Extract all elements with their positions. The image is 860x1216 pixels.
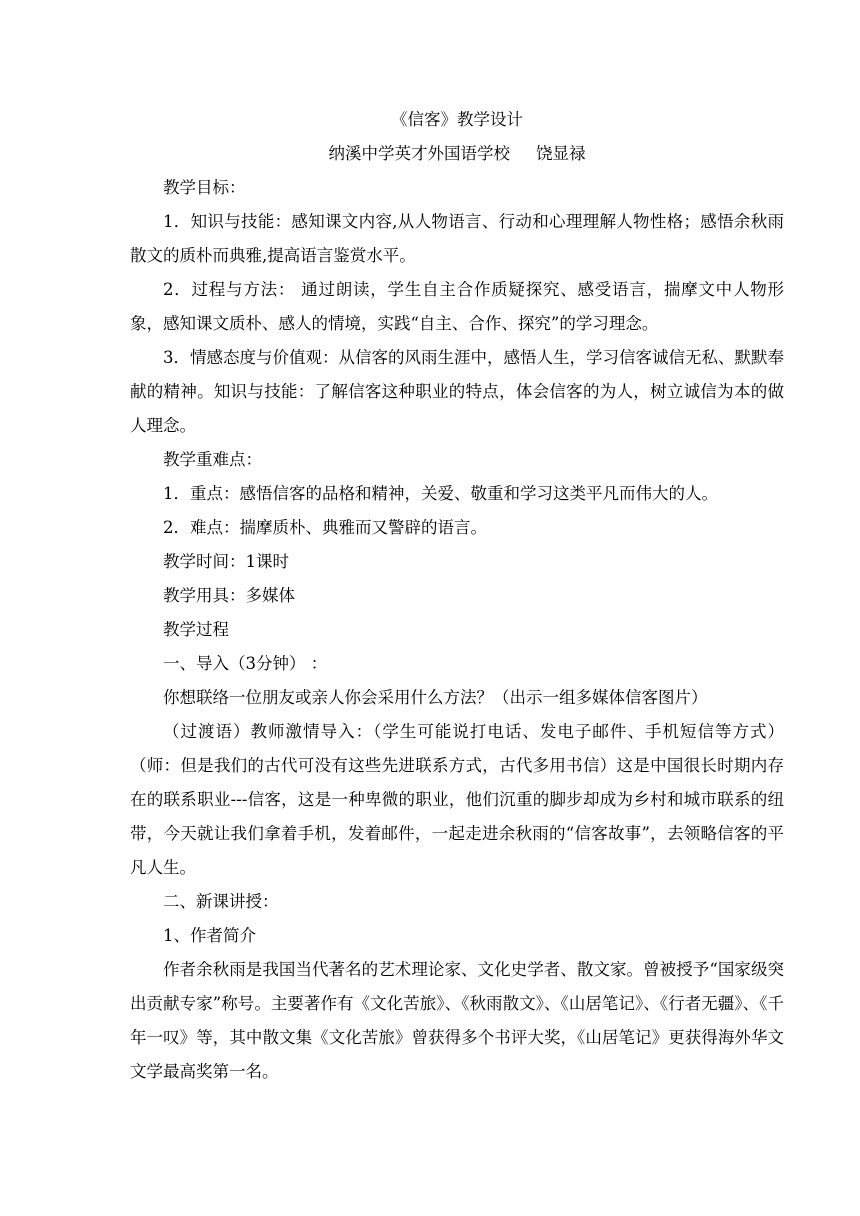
author-line <box>130 137 784 171</box>
subsection-author-heading: 1、作者简介 <box>163 926 256 945</box>
section-intro-question: 你想联络一位朋友或亲人你会采用什么方法？（出示一组多媒体信客图片） <box>163 688 708 707</box>
section-intro-paragraph: （过渡语）教师激情导入：（学生可能说打电话、发电子邮件、手机短信等方式）（师：但是我们的古代可没有这些先进联系方式，古代多用书信）这是中国很长时期内存在的联系职业---信客，这是一种卑微的职业，他们沉重的脚步却成为乡村和城市联系的纽带，今天就让我们拿着手机，发着邮件，一起走进余秋雨的“信客故事”，去领略信客的平凡人生。 <box>130 722 784 877</box>
teaching-time: 教学时间：1课时 <box>163 552 289 571</box>
key-point-focus: 1．重点：感悟信客的品格和精神，关爱、敬重和学习这类平凡而伟大的人。 <box>163 484 718 503</box>
objective-process-methods: 2．过程与方法： 通过朗读，学生自主合作质疑探究、感受语言，揣摩文中人物形象，感知课文质朴、感人的情境，实践“自主、合作、探究”的学习理念。 <box>130 280 784 333</box>
author-bio-paragraph: 作者余秋雨是我国当代著名的艺术理论家、文化史学者、散文家。曾被授予“国家级突出贡献专家”称号。主要著作有《文化苦旅》、《秋雨散文》、《山居笔记》、《行者无疆》、《千年一叹》等，其中散文集《文化苦旅》曾获得多个书评大奖，《山居笔记》更获得海外华文文学最高奖第一名。 <box>130 960 784 1081</box>
objective-knowledge-skills: 1．知识与技能：感知课文内容,从人物语言、行动和心理理解人物性格；感悟余秋雨散文的质朴而典雅,提高语言鉴赏水平。 <box>130 212 784 265</box>
author-name: 饶显禄 <box>536 144 586 163</box>
author-school: 纳溪中学英才外国语学校 <box>328 144 510 163</box>
objectives-heading: 教学目标： <box>163 178 246 197</box>
key-point-difficulty: 2．难点：揣摩质朴、典雅而又警辟的语言。 <box>163 518 487 537</box>
process-heading: 教学过程 <box>163 620 229 639</box>
teaching-tools: 教学用具：多媒体 <box>163 586 295 605</box>
objective-emotion-values: 3．情感态度与价值观：从信客的风雨生涯中，感悟人生，学习信客诚信无私、默默奉献的精神。知识与技能：了解信客这种职业的特点，体会信客的为人，树立诚信为本的做人理念。 <box>130 348 784 435</box>
document-body <box>130 103 784 1089</box>
section-intro-heading: 一、导入（3分钟） ： <box>163 654 328 673</box>
document-title: 《信客》教学设计 <box>391 110 523 129</box>
key-points-heading: 教学重难点： <box>163 450 262 469</box>
section-new-lesson-heading: 二、新课讲授： <box>163 892 279 911</box>
